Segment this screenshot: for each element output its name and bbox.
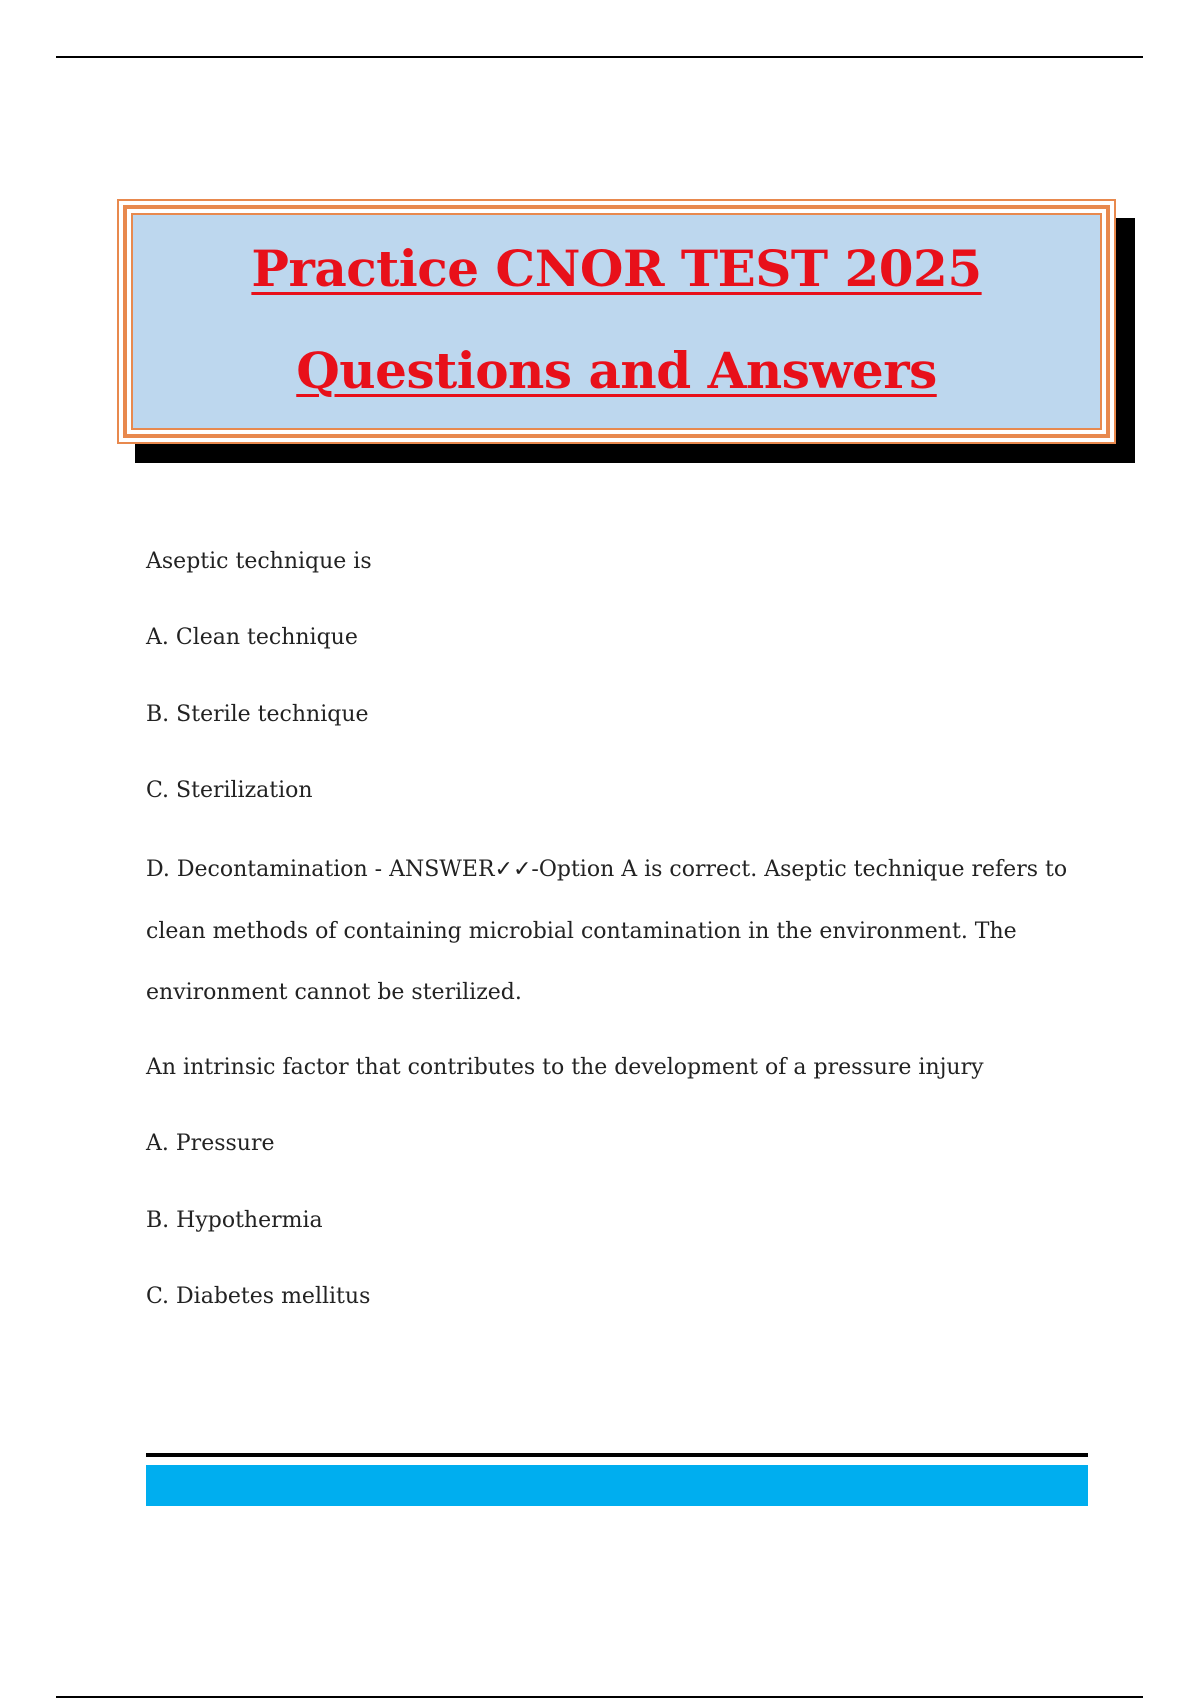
- question-1-answer-line-2: clean methods of containing microbial contamination in the environment. The: [146, 919, 1017, 944]
- document-title-line-2: Questions and Answers: [296, 341, 937, 400]
- question-2-option-c: C. Diabetes mellitus: [146, 1284, 371, 1309]
- footer-rule: [146, 1453, 1088, 1457]
- document-title-line-1: Practice CNOR TEST 2025: [251, 239, 982, 298]
- question-2-stem: An intrinsic factor that contributes to the development of a pressure injury: [146, 1055, 984, 1080]
- title-box-panel: [131, 213, 1102, 430]
- bottom-page-rule: [56, 1696, 1143, 1698]
- question-1-stem: Aseptic technique is: [146, 549, 372, 574]
- footer-color-band: [146, 1465, 1088, 1506]
- question-1-option-b: B. Sterile technique: [146, 702, 369, 727]
- question-2-option-a: A. Pressure: [146, 1131, 275, 1156]
- title-box: [117, 199, 1116, 444]
- question-1-option-c: C. Sterilization: [146, 778, 313, 803]
- question-1-answer-line-3: environment cannot be sterilized.: [146, 980, 522, 1005]
- question-1-option-a: A. Clean technique: [146, 625, 358, 650]
- question-1-answer-line-1: D. Decontamination - ANSWER✓✓-Option A is correct. Aseptic technique refers to: [146, 857, 1068, 882]
- top-page-rule: [56, 56, 1143, 58]
- question-2-option-b: B. Hypothermia: [146, 1208, 323, 1233]
